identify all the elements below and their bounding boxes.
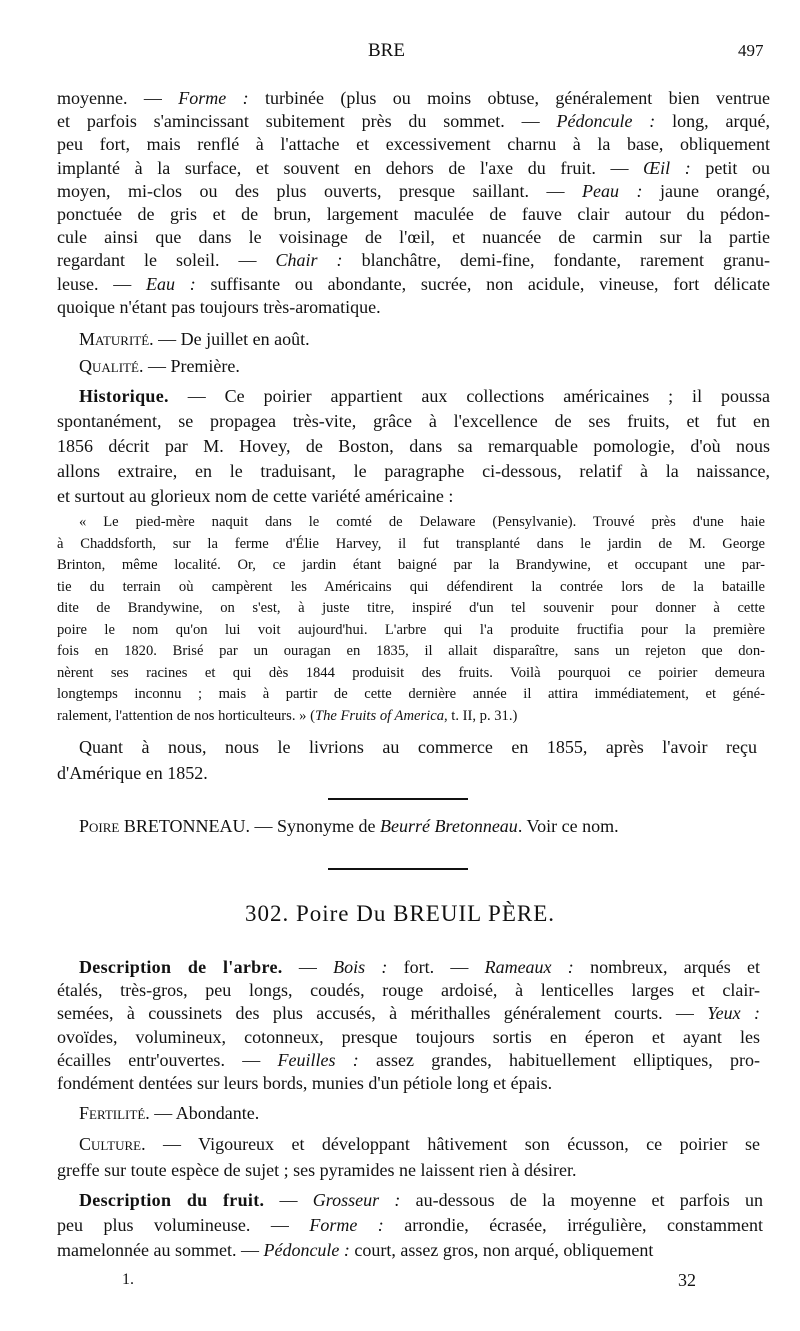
text-line — [57, 1049, 760, 1072]
text-segment: Yeux : — [707, 1003, 760, 1024]
text-segment: Poire — [79, 816, 120, 836]
text-line — [57, 326, 770, 352]
paragraph-qualite — [57, 353, 770, 379]
text-segment: greffe sur toute espèce de sujet ; ses pyramides ne laissent rien à désirer. — [57, 1160, 577, 1180]
text-segment: et parfois s'amincissant subitement près du sommet. — — [57, 111, 557, 132]
text-segment: moyen, mi-clos ou des plus ouverts, presque saillant. — — [57, 180, 583, 201]
text-segment: peu fort, mais renflé à l'attache et excessivement charnu à la base, obliquement — [57, 134, 770, 155]
text-segment: étalés, très-gros, peu longs, coudés, rouge ardoisé, à lenticelles larges et clair- — [57, 980, 760, 1001]
text-line — [57, 1131, 760, 1157]
text-segment: Peau : — [582, 180, 643, 201]
text-segment: . — Abondante. — [145, 1103, 260, 1123]
text-segment: ovoïdes, volumineux, cotonneux, presque toujours sortis en éperon et ayant les — [57, 1026, 760, 1047]
text-segment: Description du fruit. — [79, 1190, 265, 1210]
page-number: 497 — [738, 41, 764, 60]
text-segment: assez grandes, habituellement elliptiques, pro- — [358, 1049, 760, 1070]
text-segment: jaune orangé, — [642, 180, 771, 201]
text-line — [57, 110, 770, 133]
text-segment: au-dessous de la moyenne et parfois un — [400, 1190, 763, 1210]
text-segment: Quant à nous, nous le livrions au commerce en 1855, après l'avoir reçu — [79, 737, 757, 757]
text-segment: Description de l'arbre. — [79, 957, 283, 977]
text-segment: et surtout au glorieux nom de cette variété américaine : — [57, 486, 454, 506]
text-line — [57, 1213, 763, 1238]
text-segment: leuse. — — [57, 273, 146, 294]
text-line — [57, 534, 765, 556]
text-line — [57, 641, 765, 663]
text-segment: . — De juillet en août. — [149, 329, 310, 349]
paragraph-quant — [57, 734, 757, 786]
text-segment: nombreux, arqués et — [573, 957, 761, 977]
text-line — [57, 512, 765, 534]
text-segment: nèrent ses racines et qui dès 1844 produisit des fruits. Voilà pourquoi ce poirier demeura — [57, 664, 765, 681]
text-segment: Forme : — [309, 1215, 384, 1235]
paragraph-fruit — [57, 1188, 763, 1263]
text-segment: suffisante ou abondante, sucrée, non acidule, vineuse, fort délicate — [195, 273, 771, 294]
text-segment: fois en 1820. Brisé par un ouragan en 1835, il allait disparaître, sans un rejeton que don- — [57, 643, 765, 659]
text-segment: Grosseur : — [312, 1190, 401, 1210]
text-line — [57, 979, 760, 1002]
text-segment: 1856 décrit par M. Hovey, de Boston, dans sa remarquable pomologie, d'où nous — [57, 436, 770, 456]
text-segment: fondément dentées sur leurs bords, munies d'un pétiole long et épais. — [57, 1072, 553, 1093]
text-line — [57, 1157, 760, 1183]
text-segment: allons extraire, en le traduisant, le paragraphe ci-dessous, relatif à la naissance, — [57, 461, 770, 481]
text-segment: , t. II, p. 31.) — [444, 707, 518, 724]
text-line — [57, 1100, 770, 1126]
text-segment: Brinton, même localité. Or, ce jardin étant baigné par la Brandywine, et occupant une par- — [57, 557, 765, 573]
text-line — [57, 663, 765, 685]
text-segment: Rameaux : — [484, 957, 574, 977]
text-line — [57, 409, 770, 434]
text-segment: à Chaddsforth, sur la ferme d'Élie Harvey, il fut transplanté dans le jardin de M. George — [57, 535, 765, 552]
text-line — [57, 706, 765, 728]
text-line — [57, 249, 770, 272]
text-segment: ralement, l'attention de nos horticulteurs. » ( — [57, 707, 315, 724]
text-segment: Chair : — [275, 250, 343, 271]
running-title: BRE — [368, 40, 405, 61]
text-segment: poire le nom qu'on lui voit aujourd'hui. L'arbre qui l'a produite fructifia pour la première — [57, 621, 765, 638]
text-line — [57, 1188, 763, 1213]
paragraph-arbre — [57, 956, 760, 1095]
text-segment: Culture — [79, 1134, 142, 1154]
text-segment: Fertilité — [79, 1103, 146, 1123]
section-title: 302. Poire Du BREUIL PÈRE. — [244, 901, 556, 926]
text-line — [57, 620, 765, 642]
signature-mark: 1. — [122, 1271, 134, 1288]
text-segment: Historique. — [79, 386, 169, 406]
text-line — [57, 555, 765, 577]
text-line — [57, 353, 770, 379]
text-segment: Pédoncule : — [263, 1240, 350, 1260]
paragraph-description-end — [57, 87, 770, 319]
text-segment: tie du terrain où campèrent les Américains qui défendirent la contrée lors de la bataille — [57, 578, 765, 595]
text-line — [57, 226, 770, 249]
text-segment: long, arqué, — [655, 111, 770, 132]
paragraph-maturite — [57, 326, 770, 352]
paragraph-bretonneau — [57, 813, 770, 839]
text-segment: ponctuée de gris et de brun, largement maculée de fauve clair autour du pédon- — [57, 203, 770, 224]
text-line — [57, 1026, 760, 1049]
text-line — [57, 598, 765, 620]
text-line — [57, 133, 770, 156]
text-segment: mamelonnée au sommet. — — [57, 1240, 264, 1260]
text-line — [57, 180, 770, 203]
text-segment: . — Première. — [138, 356, 240, 376]
divider-rule — [328, 798, 468, 800]
text-segment: Feuilles : — [277, 1049, 359, 1070]
text-line — [57, 157, 770, 180]
text-segment: d'Amérique en 1852. — [57, 763, 208, 783]
text-segment: moyenne. — — [57, 88, 179, 108]
text-line — [57, 577, 765, 599]
text-line — [57, 434, 770, 459]
text-line — [57, 273, 770, 296]
text-line — [57, 684, 765, 706]
text-segment: dite de Brandywine, on s'est, à juste titre, inspiré d'un tel souvenir pour donner à cette — [57, 600, 765, 616]
text-line — [57, 384, 770, 409]
paragraph-culture — [57, 1131, 760, 1183]
paragraph-fertilite — [57, 1100, 770, 1126]
text-line — [57, 296, 770, 319]
text-segment: longtemps inconnu ; mais à partir de cette dernière année il attira immédiatement, et géné- — [57, 686, 765, 702]
text-segment: Beurré Bretonneau — [380, 816, 518, 836]
text-segment: court, assez gros, non arqué, obliquement — [349, 1240, 654, 1260]
text-segment: fort. — — [387, 957, 485, 977]
text-segment: arrondie, écrasée, irrégulière, constamment — [383, 1215, 764, 1235]
text-line — [57, 760, 757, 786]
text-segment: — — [264, 1190, 313, 1210]
text-segment: quoique n'étant pas toujours très-aromatique. — [57, 296, 381, 317]
text-segment: peu plus volumineuse. — — [57, 1215, 310, 1235]
text-segment: Maturité — [79, 329, 150, 349]
text-segment: écailles entr'ouvertes. — — [57, 1049, 278, 1070]
text-line — [57, 734, 757, 760]
text-segment: Forme : — [178, 88, 249, 108]
text-segment: spontanément, se propagea très-vite, grâce à l'excellence de ses fruits, et fut en — [57, 411, 770, 431]
text-segment: petit ou — [690, 157, 770, 178]
text-segment: . Voir ce nom. — [517, 816, 619, 836]
text-line — [57, 1238, 763, 1263]
text-segment: « Le pied-mère naquit dans le comté de Delaware (Pensylvanie). Trouvé près d'une haie — [79, 514, 765, 530]
divider-rule — [328, 868, 468, 870]
paragraph-historique — [57, 384, 770, 509]
text-line — [57, 203, 770, 226]
text-line — [57, 87, 770, 110]
paragraph-quote — [57, 512, 765, 727]
text-segment: Qualité — [79, 356, 139, 376]
text-segment: cule ainsi que dans le voisinage de l'œil, et nuancée de carmin sur la partie — [57, 227, 770, 248]
text-segment: . — Vigoureux et développant hâtivement son écusson, ce poirier se — [141, 1134, 760, 1154]
text-segment: Bois : — [333, 957, 388, 977]
text-line — [57, 956, 760, 979]
text-segment: blanchâtre, demi-fine, fondante, rarement granu- — [342, 250, 770, 271]
gathering-number: 32 — [678, 1270, 696, 1290]
text-segment: Pédoncule : — [556, 111, 656, 132]
text-line — [57, 1072, 760, 1095]
text-segment: Eau : — [146, 273, 196, 294]
text-segment: semées, à coussinets des plus accusés, à mérithalles généralement courts. — — [57, 1003, 708, 1024]
text-segment: — Ce poirier appartient aux collections américaines ; il poussa — [168, 386, 770, 406]
text-line — [57, 813, 770, 839]
text-segment: Œil : — [643, 157, 691, 178]
text-segment: regardant le soleil. — — [57, 250, 276, 271]
text-segment: implanté à la surface, et souvent en dehors de l'axe du fruit. — — [57, 157, 644, 178]
text-segment: — — [282, 957, 334, 977]
text-line — [57, 484, 770, 509]
text-segment: BRETONNEAU. — Synonyme de — [119, 816, 381, 836]
text-line — [57, 1002, 760, 1025]
text-segment: turbinée (plus ou moins obtuse, généralement bien ventrue — [248, 88, 770, 108]
text-segment: The Fruits of America — [314, 707, 444, 724]
text-line — [57, 459, 770, 484]
